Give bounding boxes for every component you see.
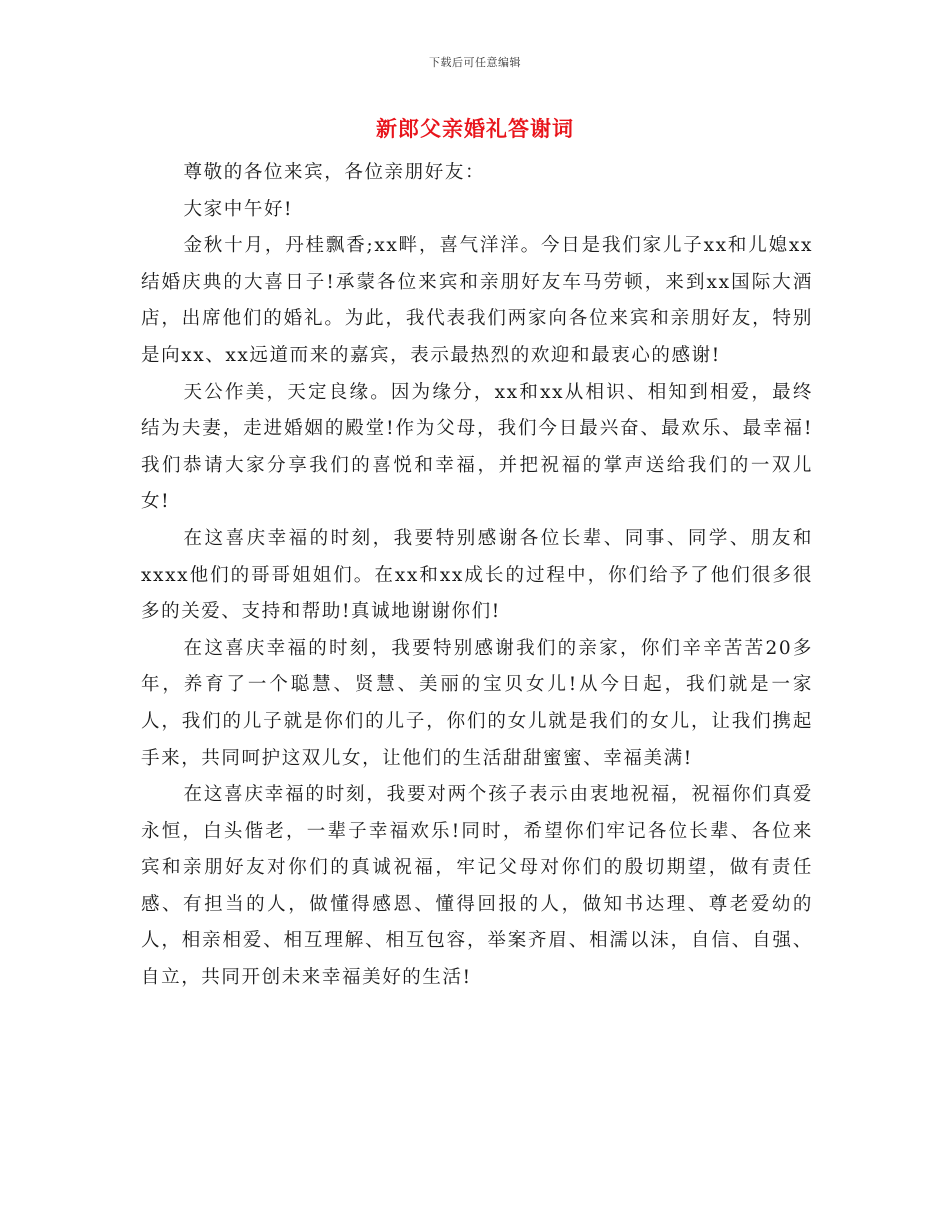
greeting-paragraph: 大家中午好! — [183, 198, 294, 220]
body-paragraph: 在这喜庆幸福的时刻，我要特别感谢各位长辈、同事、同学、朋友和xxxx他们的哥哥姐姐们。在xx和xx成长的过程中，你们给予了他们很多很多的关爱、支持和帮助!真诚地谢谢你们! — [141, 527, 813, 623]
body-paragraph: 天公作美，天定良缘。因为缘分，xx和xx从相识、相知到相爱，最终结为夫妻，走进婚姻的殿堂!作为父母，我们今日最兴奋、最欢乐、最幸福!我们恭请大家分享我们的喜悦和幸福，并把祝福的掌声送给我们的一双儿女! — [141, 381, 813, 513]
document-body — [141, 155, 813, 997]
body-paragraph: 在这喜庆幸福的时刻，我要特别感谢我们的亲家，你们辛辛苦苦20多年，养育了一个聪慧、贤慧、美丽的宝贝女儿!从今日起，我们就是一家人，我们的儿子就是你们的儿子，你们的女儿就是我们的女儿，让我们携起手来，共同呵护这双儿女，让他们的生活甜甜蜜蜜、幸福美满! — [141, 637, 813, 769]
document-title: 新郎父亲婚礼答谢词 — [376, 117, 574, 141]
salutation-paragraph: 尊敬的各位来宾，各位亲朋好友： — [183, 162, 486, 183]
body-paragraph: 金秋十月，丹桂飘香;xx畔，喜气洋洋。今日是我们家儿子xx和儿媳xx结婚庆典的大喜日子!承蒙各位来宾和亲朋好友车马劳顿，来到xx国际大酒店，出席他们的婚礼。为此，我代表我们两家向各位来宾和亲朋好友，特别是向xx、xx远道而来的嘉宾，表示最热烈的欢迎和最衷心的感谢! — [141, 235, 813, 366]
header-note: 下载后可任意编辑 — [429, 56, 521, 69]
body-paragraph: 在这喜庆幸福的时刻，我要对两个孩子表示由衷地祝福，祝福你们真爱永恒，白头偕老，一辈子幸福欢乐!同时，希望你们牢记各位长辈、各位来宾和亲朋好友对你们的真诚祝福，牢记父母对你们的殷切期望，做有责任感、有担当的人，做懂得感恩、懂得回报的人，做知书达理、尊老爱幼的人，相亲相爱、相互理解、相互包容，举案齐眉、相濡以沫，自信、自强、自立，共同开创未来幸福美好的生活! — [141, 784, 813, 989]
